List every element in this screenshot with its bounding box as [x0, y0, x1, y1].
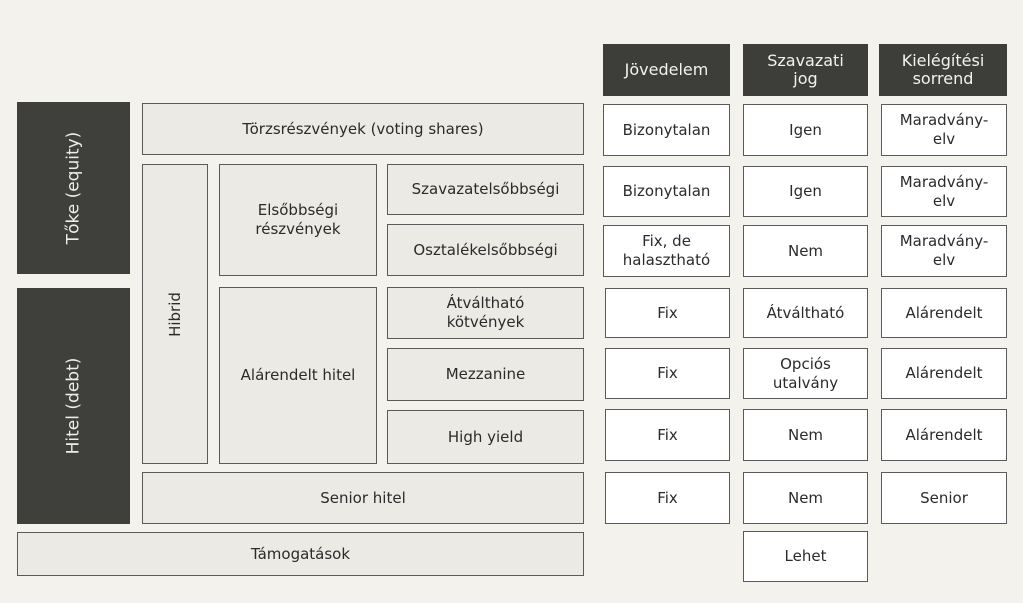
priority-cell — [881, 472, 1007, 524]
priority-cell — [881, 104, 1007, 156]
grants-box — [17, 532, 584, 576]
debt-label: Hitel (debt) — [63, 357, 84, 455]
subordinated-debt-label: Alárendelt hitel — [240, 366, 356, 384]
priority-value: Maradvány-elv — [899, 232, 989, 269]
voting-value: Nem — [787, 425, 824, 444]
voting-cell — [743, 472, 868, 524]
preferred-shares-box — [219, 164, 377, 276]
income-cell — [605, 288, 730, 338]
voting-cell — [743, 166, 868, 217]
priority-cell — [881, 409, 1007, 461]
voting-preference-label: Szavazatelsőbbségi — [411, 180, 560, 198]
voting-value: Igen — [789, 182, 822, 200]
high-yield-box — [387, 410, 584, 464]
senior-debt-label: Senior hitel — [320, 488, 406, 507]
mezzanine-label: Mezzanine — [445, 365, 526, 383]
convertible-bonds-label: Átváltható kötvények — [446, 294, 525, 331]
income-header — [603, 44, 730, 96]
preferred-shares-label: Elsőbbségi részvények — [255, 201, 341, 238]
income-value: Fix — [657, 425, 678, 444]
income-cell — [603, 225, 730, 277]
income-value: Fix — [657, 303, 678, 322]
income-value: Fix — [657, 364, 678, 382]
voting-cell — [743, 348, 868, 399]
income-cell — [603, 104, 730, 156]
senior-debt-box — [142, 472, 584, 524]
priority-value: Alárendelt — [905, 303, 983, 322]
dividend-preference-box — [387, 224, 584, 276]
voting-right-header — [743, 44, 868, 96]
income-cell — [605, 409, 730, 461]
priority-value: Maradvány-elv — [899, 172, 989, 210]
voting-right-header-label: Szavazati jog — [767, 51, 844, 88]
grants-voting-cell — [743, 531, 868, 582]
convertible-bonds-box — [387, 287, 584, 339]
income-header-label: Jövedelem — [624, 60, 709, 79]
income-value: Fix — [657, 488, 678, 507]
voting-cell — [743, 409, 868, 461]
priority-cell — [881, 166, 1007, 217]
dividend-preference-label: Osztalékelsőbbségi — [413, 240, 558, 259]
priority-cell — [881, 348, 1007, 399]
priority-header-label: Kielégítési sorrend — [901, 51, 985, 88]
hybrid-label: Hibrid — [165, 291, 184, 337]
voting-cell — [743, 225, 868, 277]
voting-cell — [743, 104, 868, 156]
equity-label-box — [17, 102, 130, 274]
subordinated-debt-box — [219, 287, 377, 464]
hybrid-box — [142, 164, 208, 464]
common-shares-label: Törzsrészvények (voting shares) — [242, 119, 484, 138]
priority-header — [879, 44, 1007, 96]
common-shares-box — [142, 103, 584, 155]
priority-value: Alárendelt — [905, 364, 983, 382]
priority-value: Alárendelt — [905, 425, 983, 444]
priority-value: Senior — [920, 488, 968, 507]
grants-label: Támogatások — [250, 544, 351, 563]
voting-cell — [743, 288, 868, 338]
high-yield-label: High yield — [447, 427, 524, 446]
income-cell — [605, 472, 730, 524]
equity-label: Tőke (equity) — [63, 131, 84, 245]
priority-cell — [881, 288, 1007, 338]
income-value: Bizonytalan — [622, 182, 711, 200]
voting-value: Igen — [789, 120, 822, 139]
voting-preference-box — [387, 164, 584, 215]
income-cell — [605, 348, 730, 399]
priority-cell — [881, 225, 1007, 277]
income-cell — [603, 166, 730, 217]
income-value: Fix, de halasztható — [622, 232, 711, 269]
voting-value: Átváltható — [766, 303, 845, 322]
voting-value: Opciós utalvány — [772, 354, 839, 392]
voting-value: Nem — [787, 241, 824, 260]
income-value: Bizonytalan — [622, 120, 711, 139]
debt-label-box — [17, 288, 130, 524]
priority-value: Maradvány-elv — [899, 111, 989, 148]
mezzanine-box — [387, 348, 584, 401]
voting-value: Nem — [787, 488, 824, 507]
grants-voting-value: Lehet — [784, 547, 827, 565]
